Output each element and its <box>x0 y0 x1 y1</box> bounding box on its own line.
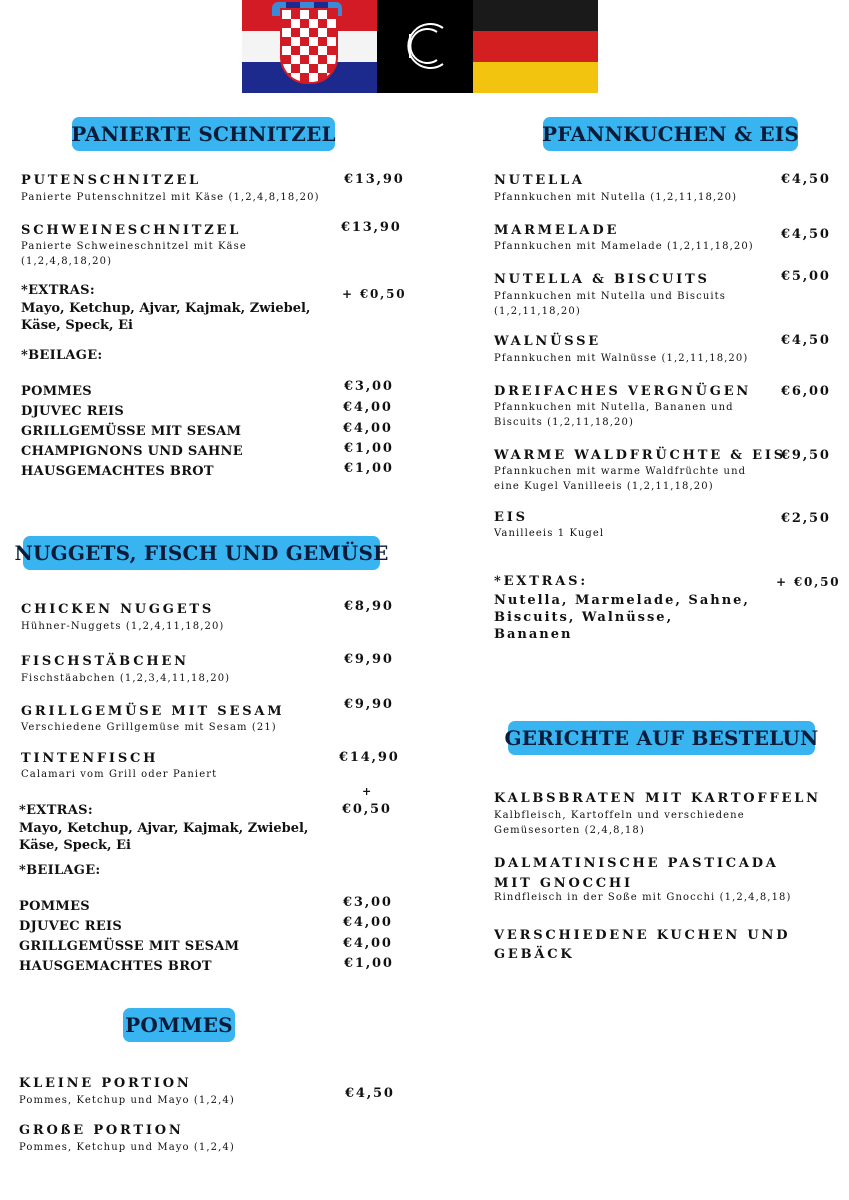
side-item-name: DJUVEC REIS <box>21 404 125 419</box>
menu-item-name: WARME WALDFRÜCHTE & EIS <box>494 448 786 463</box>
checkerboard-shield-icon <box>280 8 338 84</box>
croatian-flag <box>242 0 377 93</box>
section-title-pommes: POMMES <box>123 1008 235 1042</box>
menu-item-name: PUTENSCHNITZEL <box>21 173 201 188</box>
menu-item-name: NUTELLA <box>494 173 585 188</box>
menu-item-description: Panierte Schweineschnitzel mit Käse (1,2,4,8,18,20) <box>21 241 247 267</box>
side-item-name: GRILLGEMÜSSE MIT SESAM <box>19 939 240 954</box>
extras-plus: + <box>362 785 374 798</box>
menu-item-price: €14,90 <box>339 750 400 765</box>
menu-item-description: Pfannkuchen mit Mamelade (1,2,11,18,20) <box>494 241 754 252</box>
side-item-price: €4,00 <box>343 936 393 951</box>
menu-item-name: KLEINE PORTION <box>19 1076 192 1091</box>
side-item-price: €3,00 <box>343 895 393 910</box>
beilage-label: *BEILAGE: <box>19 863 101 878</box>
menu-item-description: Calamari vom Grill oder Paniert <box>21 769 218 780</box>
menu-item-price: €4,50 <box>781 227 831 242</box>
menu-item-name: FISCHSTÄBCHEN <box>21 654 189 669</box>
menu-item-price: €9,50 <box>781 448 831 463</box>
menu-item-name: NUTELLA & BISCUITS <box>494 272 710 287</box>
side-item-price: €4,00 <box>343 421 393 436</box>
menu-item-price: €13,90 <box>344 172 405 187</box>
menu-item-description: Pfannkuchen mit Nutella (1,2,11,18,20) <box>494 192 738 203</box>
side-item-price: €4,00 <box>343 915 393 930</box>
menu-item-description: Panierte Putenschnitzel mit Käse (1,2,4,8,18,20) <box>21 192 320 203</box>
menu-item-name: TINTENFISCH <box>21 751 159 766</box>
side-item-name: POMMES <box>19 899 90 914</box>
extras-label: *EXTRAS: <box>19 803 93 818</box>
menu-item-name: GRILLGEMÜSE MIT SESAM <box>21 704 285 719</box>
menu-item-price: €4,50 <box>781 333 831 348</box>
section-title-gerichte-auf-bestelun: GERICHTE AUF BESTELUN <box>508 721 815 755</box>
menu-item-name: KALBSBRATEN MIT KARTOFFELN <box>494 791 821 806</box>
extras-price: + €0,50 <box>342 287 407 301</box>
menu-item-name: GROßE PORTION <box>19 1123 184 1138</box>
side-item-name: POMMES <box>21 384 92 399</box>
menu-item-price: €6,00 <box>781 384 831 399</box>
menu-item-name: DALMATINISCHE PASTICADA MIT GNOCCHI <box>494 856 779 891</box>
menu-item-price: €5,00 <box>781 269 831 284</box>
side-item-price: €3,00 <box>344 379 394 394</box>
extras-label: *EXTRAS: <box>494 574 588 589</box>
side-item-name: HAUSGEMACHTES BROT <box>19 959 212 974</box>
side-item-price: €1,00 <box>344 956 394 971</box>
menu-item-price: €4,50 <box>781 172 831 187</box>
extras-price: + €0,50 <box>776 575 841 589</box>
german-flag <box>473 0 598 93</box>
menu-item-price: €4,50 <box>345 1086 395 1101</box>
menu-item-description: Rindfleisch in der Soße mit Gnocchi (1,2,4,8,18) <box>494 892 792 903</box>
menu-item-name: VERSCHIEDENE KUCHEN UND GEBÄCK <box>494 928 791 962</box>
extras-options: Nutella, Marmelade, Sahne, Biscuits, Walnüsse, Bananen <box>494 593 750 642</box>
restaurant-logo <box>377 0 473 93</box>
side-item-name: CHAMPIGNONS UND SAHNE <box>21 444 243 459</box>
menu-item-name: SCHWEINESCHNITZEL <box>21 223 242 238</box>
side-item-name: HAUSGEMACHTES BROT <box>21 464 214 479</box>
side-item-price: €1,00 <box>344 441 394 456</box>
extras-label: *EXTRAS: <box>21 283 95 298</box>
side-item-price: €4,00 <box>343 400 393 415</box>
beilage-label: *BEILAGE: <box>21 348 103 363</box>
menu-item-description: Pfannkuchen mit Walnüsse (1,2,11,18,20) <box>494 353 749 364</box>
menu-item-description: Pfannkuchen mit Nutella und Biscuits (1,2,11,18,20) <box>494 291 727 317</box>
extras-options: Mayo, Ketchup, Ajvar, Kajmak, Zwiebel, Käse, Speck, Ei <box>19 821 309 853</box>
extras-options: Mayo, Ketchup, Ajvar, Kajmak, Zwiebel, Käse, Speck, Ei <box>21 301 311 333</box>
menu-item-description: Verschiedene Grillgemüse mit Sesam (21) <box>21 722 277 733</box>
menu-item-name: CHICKEN NUGGETS <box>21 602 215 617</box>
menu-item-description: Kalbfleisch, Kartoffeln und verschiedene Gemüsesorten (2,4,8,18) <box>494 810 745 836</box>
menu-item-price: €13,90 <box>341 220 402 235</box>
menu-item-price: €9,90 <box>344 652 394 667</box>
menu-item-description: Pommes, Ketchup und Mayo (1,2,4) <box>19 1142 235 1153</box>
side-item-name: GRILLGEMÜSSE MIT SESAM <box>21 424 242 439</box>
section-title-pfannkuchen-eis: PFANNKUCHEN & EIS <box>543 117 798 151</box>
menu-item-name: MARMELADE <box>494 223 620 238</box>
section-title-nuggets-fisch-gemuese: NUGGETS, FISCH UND GEMÜSE <box>23 536 380 570</box>
menu-item-name: EIS <box>494 510 528 525</box>
menu-item-price: €2,50 <box>781 511 831 526</box>
menu-item-price: €8,90 <box>344 599 394 614</box>
menu-item-name: WALNÜSSE <box>494 334 602 349</box>
menu-item-price: €9,90 <box>344 697 394 712</box>
menu-item-name: DREIFACHES VERGNÜGEN <box>494 384 752 399</box>
extras-price: €0,50 <box>342 802 392 817</box>
menu-item-description: Vanilleeis 1 Kugel <box>494 528 605 539</box>
menu-item-description: Hühner-Nuggets (1,2,4,11,18,20) <box>21 621 225 632</box>
menu-item-description: Pfannkuchen mit warme Waldfrüchte und eine Kugel Vanilleeis (1,2,11,18,20) <box>494 466 747 492</box>
menu-item-description: Fischstäabchen (1,2,3,4,11,18,20) <box>21 673 231 684</box>
menu-item-description: Pommes, Ketchup und Mayo (1,2,4) <box>19 1095 235 1106</box>
section-title-panierte-schnitzel: PANIERTE SCHNITZEL <box>72 117 335 151</box>
menu-item-description: Pfannkuchen mit Nutella, Bananen und Biscuits (1,2,11,18,20) <box>494 402 734 428</box>
side-item-name: DJUVEC REIS <box>19 919 123 934</box>
side-item-price: €1,00 <box>344 461 394 476</box>
